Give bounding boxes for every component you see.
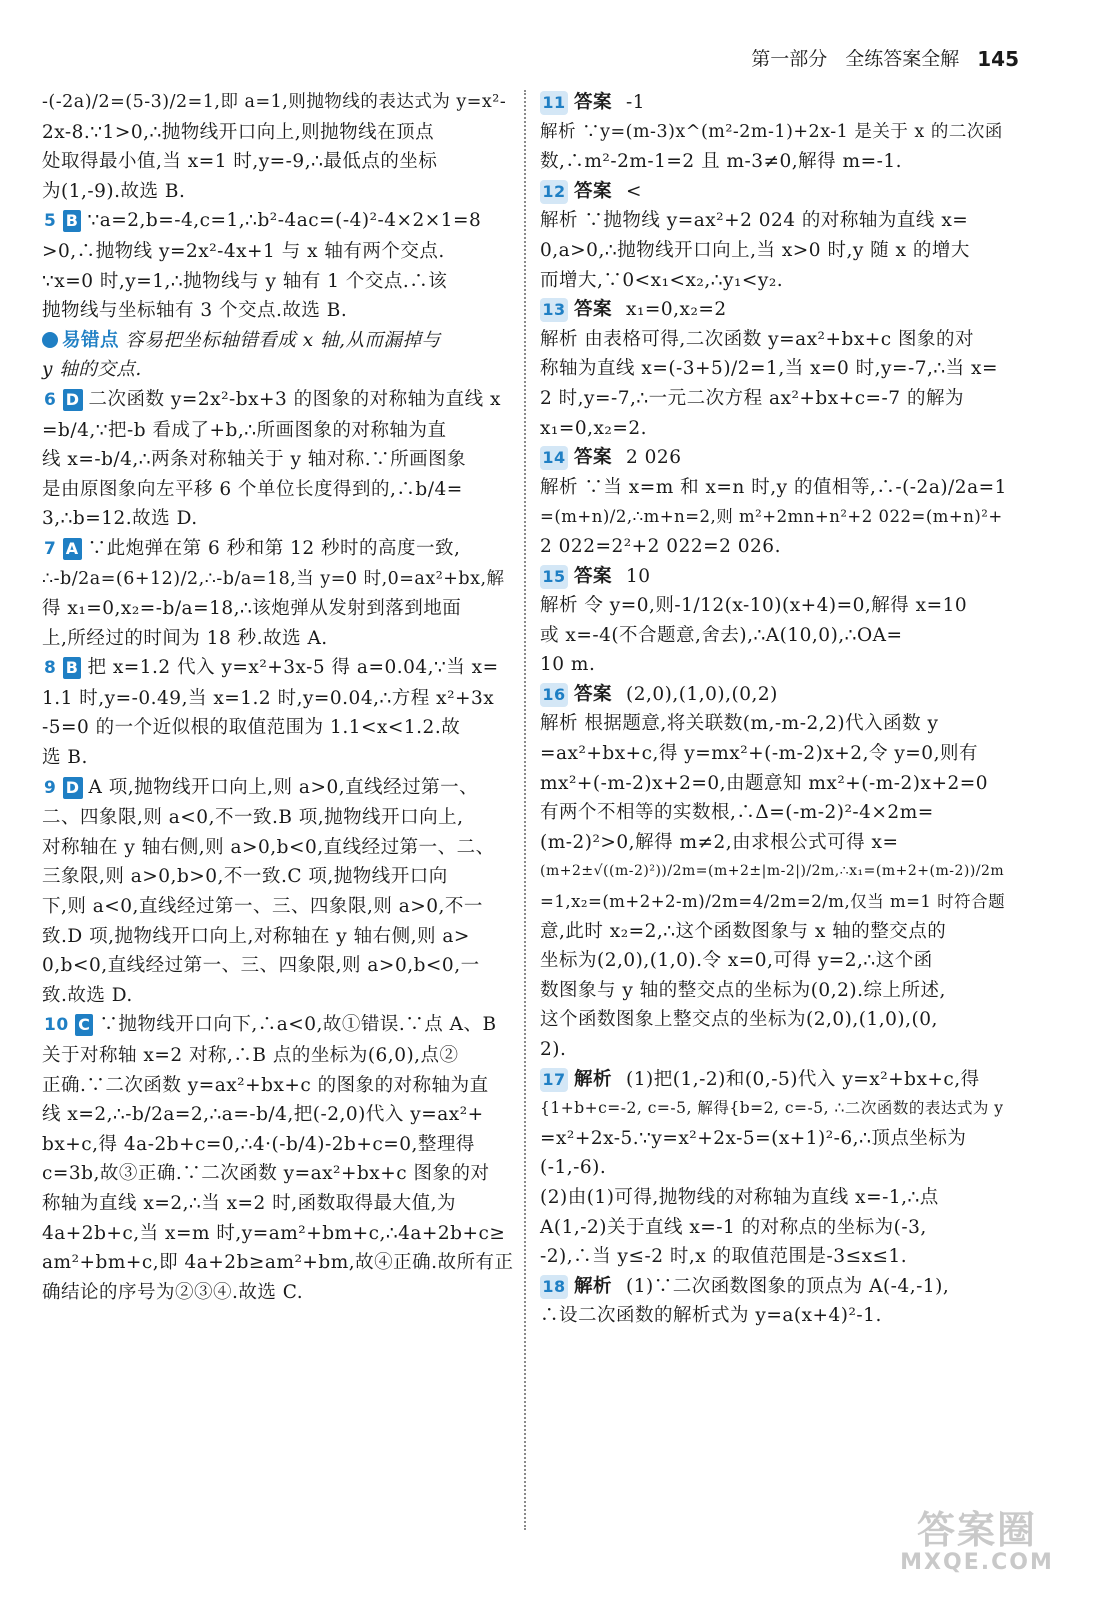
answer-item — [42, 653, 514, 772]
answer-value: x₁=0,x₂=2 — [626, 299, 727, 321]
answer-tag: 解析 — [574, 1275, 613, 1297]
line-text: 处取得最小值,当 x=1 时,y=-9,∴最低点的坐标 — [42, 151, 438, 173]
answer-tag: 答案 — [574, 683, 613, 705]
line-text: y 轴的交点. — [42, 359, 142, 381]
line-text: 称轴为直线 x=2,∴当 x=2 时,函数取得最大值,为 — [42, 1192, 456, 1214]
text-line — [42, 1278, 514, 1308]
text-line — [42, 1130, 514, 1160]
question-badge — [42, 654, 83, 684]
text-line — [42, 803, 514, 833]
column-divider — [524, 90, 526, 1530]
answer-head — [540, 295, 1014, 325]
text-line: 称轴为直线 x=(-3+5)/2=1,当 x=0 时,y=-7,∴当 x= — [540, 358, 998, 380]
left-column — [42, 88, 514, 1307]
line-text: 二、四象限,则 a<0,不一致.B 项,抛物线开口向上, — [42, 807, 464, 829]
text-line — [42, 833, 514, 863]
line-text: 二次函数 y=2x²-bx+3 的图象的对称轴为直线 x — [88, 388, 501, 410]
text-line: 解析 ∵y=(m-3)x^(m²-2m-1)+2x-1 是关于 x 的二次函 — [540, 121, 1003, 142]
line-text: 致.D 项,抛物线开口向上,对称轴在 y 轴右侧,则 a> — [42, 925, 470, 947]
text-line — [42, 713, 514, 743]
question-number: 6 — [44, 389, 57, 410]
line-text: A 项,抛物线开口向上,则 a>0,直线经过第一、 — [88, 776, 479, 798]
text-line — [42, 743, 514, 773]
text-line: =ax²+bx+c,得 y=mx²+(-m-2)x+2,令 y=0,则有 — [540, 743, 978, 765]
line-text: >0,∴抛物线 y=2x²-4x+1 与 x 轴有两个交点. — [42, 240, 445, 262]
line-text: ∵此炮弹在第 6 秒和第 12 秒时的高度一致, — [87, 537, 461, 559]
line-text: 致.故选 D. — [42, 984, 133, 1006]
answer-item — [540, 443, 1014, 561]
watermark-line1: 答案圈 — [916, 1508, 1037, 1552]
text-line: =(m+n)/2,∴m+n=2,则 m²+2mn+n²+2 022=(m+n)²+ — [540, 507, 1003, 527]
text-line: 解析 由表格可得,二次函数 y=ax²+bx+c 图象的对 — [540, 328, 974, 350]
question-number: 18 — [540, 1275, 568, 1299]
answer-value: < — [626, 180, 643, 202]
text-line — [42, 237, 514, 267]
text-line: {1+b+c=-2, c=-5, 解得{b=2, c=-5, ∴二次函数的表达式为 y — [540, 1099, 1004, 1118]
text-line — [42, 504, 514, 534]
header-part: 第一部分 — [751, 48, 828, 70]
answer-value: (2,0),(1,0),(0,2) — [626, 683, 778, 705]
text-line: 解析 ∵抛物线 y=ax²+2 024 的对称轴为直线 x= — [540, 210, 969, 232]
text-line — [42, 1219, 514, 1249]
line-text: -(-2a)/2=(5-3)/2=1,即 a=1,则抛物线的表达式为 y=x²- — [42, 92, 507, 112]
line-text: 1.1 时,y=-0.49,当 x=1.2 时,y=0.04,∴方程 x²+3x — [42, 687, 495, 709]
answer-tag: 答案 — [574, 565, 613, 587]
line-text: ∵x=0 时,y=1,∴抛物线与 y 轴有 1 个交点.∴该 — [42, 270, 448, 292]
answer-letter: C — [75, 1014, 93, 1036]
question-number: 12 — [540, 180, 568, 204]
text-line: 2 022=2²+2 022=2 026. — [540, 535, 781, 557]
line-text: (1)∵二次函数图象的顶点为 A(-4,-1), — [626, 1275, 950, 1297]
answer-item — [42, 773, 514, 1011]
answer-tag: 答案 — [574, 299, 613, 321]
page-number: 145 — [977, 47, 1019, 71]
line-text: 确结论的序号为②③④.故选 C. — [42, 1281, 304, 1303]
question-badge — [42, 535, 84, 565]
text-line — [42, 445, 514, 475]
answer-item — [42, 534, 514, 653]
text-line — [42, 385, 514, 416]
text-line: 数图象与 y 轴的整交点的坐标为(0,2).综上所述, — [540, 979, 946, 1001]
text-line — [42, 1041, 514, 1071]
line-text: 抛物线与坐标轴有 3 个交点.故选 B. — [42, 300, 348, 322]
error-note — [42, 330, 125, 351]
text-line: (-1,-6). — [540, 1157, 607, 1179]
question-number: 10 — [44, 1015, 69, 1036]
line-text: 得 x₁=0,x₂=-b/a=18,∴该炮弹从发射到落到地面 — [42, 598, 462, 620]
text-line: -2),∴当 y≤-2 时,x 的取值范围是-3≤x≤1. — [540, 1246, 908, 1268]
text-line — [42, 177, 514, 207]
text-line — [42, 355, 514, 385]
line-text: -5=0 的一个近似根的取值范围为 1.1<x<1.2.故 — [42, 717, 461, 739]
answer-tag: 答案 — [574, 92, 613, 113]
text-line — [42, 267, 514, 297]
answer-head — [540, 1272, 1014, 1302]
text-line: 或 x=-4(不合题意,舍去),∴A(10,0),∴OA= — [540, 624, 903, 646]
text-line — [42, 1071, 514, 1101]
question-badge — [42, 207, 83, 237]
page-header — [751, 42, 1019, 76]
watermark-line2: MXQE.COM — [900, 1550, 1054, 1575]
answer-value: 10 — [626, 565, 651, 587]
question-badge — [42, 386, 85, 416]
line-text: 2x-8.∵1>0,∴抛物线开口向上,则抛物线在顶点 — [42, 121, 435, 143]
line-text: 线 x=-b/4,∴两条对称轴关于 y 轴对称.∵所画图象 — [42, 449, 467, 471]
line-text: ∵a=2,b=-4,c=1,∴b²-4ac=(-4)²-4×2×1=8 — [87, 210, 482, 232]
question-number: 13 — [540, 298, 568, 322]
line-text: 线 x=2,∴-b/2a=2,∴a=-b/4,把(-2,0)代入 y=ax²+ — [42, 1104, 484, 1126]
text-line — [42, 1248, 514, 1278]
text-line: 数,∴m²-2m-1=2 且 m-3≠0,解得 m=-1. — [540, 151, 902, 173]
line-text: c=3b,故③正确.∵二次函数 y=ax²+bx+c 图象的对 — [42, 1163, 490, 1185]
answer-letter: D — [63, 389, 83, 411]
text-line — [42, 1010, 514, 1041]
line-text: 下,则 a<0,直线经过第一、三、四象限,则 a>0,不一 — [42, 896, 483, 918]
line-text: 正确.∵二次函数 y=ax²+bx+c 的图象的对称轴为直 — [42, 1074, 489, 1096]
line-text: bx+c,得 4a-2b+c=0,∴4·(-b/4)-2b+c=0,整理得 — [42, 1133, 475, 1155]
text-line: 坐标为(2,0),(1,0).令 x=0,可得 y=2,∴这个函 — [540, 950, 933, 972]
watermark-logo — [887, 1510, 1067, 1580]
answer-letter: A — [63, 538, 82, 560]
answer-head — [540, 562, 1014, 592]
text-line: =x²+2x-5.∵y=x²+2x-5=(x+1)²-6,∴顶点坐标为 — [540, 1127, 967, 1149]
header-section: 全练答案全解 — [845, 48, 960, 70]
question-number: 5 — [44, 211, 57, 232]
text-line — [42, 565, 514, 595]
text-line: (m+2±√((m-2)²))/2m=(m+2±|m-2|)/2m,∴x₁=(m+2+(m-2))/2m — [540, 863, 1005, 880]
text-line — [42, 416, 514, 446]
question-number: 9 — [44, 777, 57, 798]
text-line: (2)由(1)可得,抛物线的对称轴为直线 x=-1,∴点 — [540, 1186, 939, 1208]
error-note-label: 易错点 — [62, 329, 120, 351]
answer-item — [42, 206, 514, 325]
line-text: 选 B. — [42, 747, 88, 769]
text-line: ∴设二次函数的解析式为 y=a(x+4)²-1. — [540, 1305, 882, 1327]
answer-item — [540, 295, 1014, 443]
question-number: 15 — [540, 565, 568, 589]
text-line: 而增大,∵0<x₁<x₂,∴y₁<y₂. — [540, 269, 784, 291]
line-text: ∵抛物线开口向下,∴a<0,故①错误.∵点 A、B — [99, 1014, 497, 1036]
answer-head — [540, 443, 1014, 473]
text-line: x₁=0,x₂=2. — [540, 417, 648, 439]
text-line — [42, 624, 514, 654]
question-number: 14 — [540, 446, 568, 470]
text-line: mx²+(-m-2)x+2=0,由题意知 mx²+(-m-2)x+2=0 — [540, 772, 988, 794]
text-line: 解析 ∵当 x=m 和 x=n 时,y 的值相等,∴-(-2a)/2a=1 — [540, 476, 1007, 498]
line-text: =b/4,∵把-b 看成了+b,∴所画图象的对称轴为直 — [42, 419, 447, 441]
line-text: 0,b<0,直线经过第一、三、四象限,则 a>0,b<0,一 — [42, 955, 480, 977]
text-line: 2). — [540, 1039, 567, 1060]
answer-item — [540, 680, 1014, 1065]
text-line: =1,x₂=(m+2+2-m)/2m=4/2m=2/m,仅当 m=1 时符合题 — [540, 892, 1006, 912]
answer-item — [42, 1010, 514, 1307]
line-text: 4a+2b+c,当 x=m 时,y=am²+bm+c,∴4a+2b+c≥ — [42, 1222, 506, 1244]
answer-letter: B — [63, 210, 82, 232]
text-line — [42, 1159, 514, 1189]
line-text: 容易把坐标轴错看成 x 轴,从而漏掉与 — [125, 329, 441, 351]
right-column — [540, 88, 1014, 1331]
answer-tag: 解析 — [574, 1068, 613, 1090]
text-line — [42, 475, 514, 505]
answer-item — [540, 88, 1014, 177]
text-line — [42, 534, 514, 565]
answer-head — [540, 88, 1014, 118]
line-text: 为(1,-9).故选 B. — [42, 180, 186, 202]
text-line: 解析 根据题意,将关联数(m,-m-2,2)代入函数 y — [540, 713, 939, 735]
question-number: 8 — [44, 658, 57, 679]
answer-head — [540, 177, 1014, 207]
text-line — [42, 653, 514, 684]
text-line — [42, 892, 514, 922]
line-text: 把 x=1.2 代入 y=x²+3x-5 得 a=0.04,∵当 x= — [87, 657, 499, 679]
question-number: 16 — [540, 683, 568, 707]
answer-item — [540, 177, 1014, 295]
text-line — [42, 296, 514, 326]
question-badge — [42, 774, 85, 804]
text-line — [42, 922, 514, 952]
text-line — [42, 1189, 514, 1219]
answer-value: -1 — [626, 92, 646, 113]
text-line — [42, 147, 514, 177]
answer-item — [540, 1065, 1014, 1272]
answer-head — [540, 680, 1014, 710]
question-number: 7 — [44, 538, 57, 559]
line-text: 关于对称轴 x=2 对称,∴B 点的坐标为(6,0),点② — [42, 1045, 459, 1066]
answer-item — [540, 562, 1014, 680]
text-line — [42, 1100, 514, 1130]
answer-head — [540, 1065, 1014, 1095]
text-line: 这个函数图象上整交点的坐标为(2,0),(1,0),(0, — [540, 1009, 938, 1031]
text-line — [42, 981, 514, 1011]
answer-item — [42, 88, 514, 206]
line-text: 上,所经过的时间为 18 秒.故选 A. — [42, 627, 328, 649]
answer-value: 2 026 — [626, 447, 682, 469]
answer-item — [540, 1272, 1014, 1331]
text-line — [42, 206, 514, 237]
text-line: 意,此时 x₂=2,∴这个函数图象与 x 轴的整交点的 — [540, 920, 947, 942]
answer-item — [42, 385, 514, 534]
text-line: 有两个不相等的实数根,∴Δ=(-m-2)²-4×2m= — [540, 802, 934, 824]
text-line — [42, 88, 514, 118]
line-text: 是由原图象向左平移 6 个单位长度得到的,∴b/4= — [42, 478, 463, 500]
text-line — [42, 951, 514, 981]
text-line — [42, 594, 514, 624]
text-line: 10 m. — [540, 654, 596, 676]
line-text: ∴-b/2a=(6+12)/2,∴-b/a=18,当 y=0 时,0=ax²+bx,解 — [42, 568, 505, 589]
text-line — [42, 862, 514, 892]
answer-item — [42, 326, 514, 385]
answer-letter: D — [63, 777, 83, 799]
text-line: (m-2)²>0,解得 m≠2,由求根公式可得 x= — [540, 831, 899, 853]
question-number: 11 — [540, 91, 568, 115]
question-badge — [42, 1011, 95, 1041]
answer-letter: B — [63, 657, 82, 679]
text-line — [42, 773, 514, 804]
answer-tag: 答案 — [574, 447, 613, 469]
line-text: am²+bm+c,即 4a+2b≥am²+bm,故④正确.故所有正 — [42, 1252, 514, 1274]
answer-tag: 答案 — [574, 180, 613, 202]
text-line: 2 时,y=-7,∴一元二次方程 ax²+bx+c=-7 的解为 — [540, 387, 964, 409]
question-number: 17 — [540, 1068, 568, 1092]
line-text: (1)把(1,-2)和(0,-5)代入 y=x²+bx+c,得 — [626, 1068, 980, 1090]
text-line: 0,a>0,∴抛物线开口向上,当 x>0 时,y 随 x 的增大 — [540, 239, 970, 261]
line-text: 三象限,则 a>0,b>0,不一致.C 项,抛物线开口向 — [42, 866, 448, 888]
text-line — [42, 118, 514, 148]
warning-icon — [42, 332, 58, 348]
line-text: 3,∴b=12.故选 D. — [42, 508, 198, 530]
text-line: A(1,-2)关于直线 x=-1 的对称点的坐标为(-3, — [540, 1216, 927, 1238]
text-line: 解析 令 y=0,则-1/12(x-10)(x+4)=0,解得 x=10 — [540, 595, 968, 617]
text-line — [42, 326, 514, 356]
line-text: 对称轴在 y 轴右侧,则 a>0,b<0,直线经过第一、二、 — [42, 836, 495, 858]
text-line — [42, 684, 514, 714]
